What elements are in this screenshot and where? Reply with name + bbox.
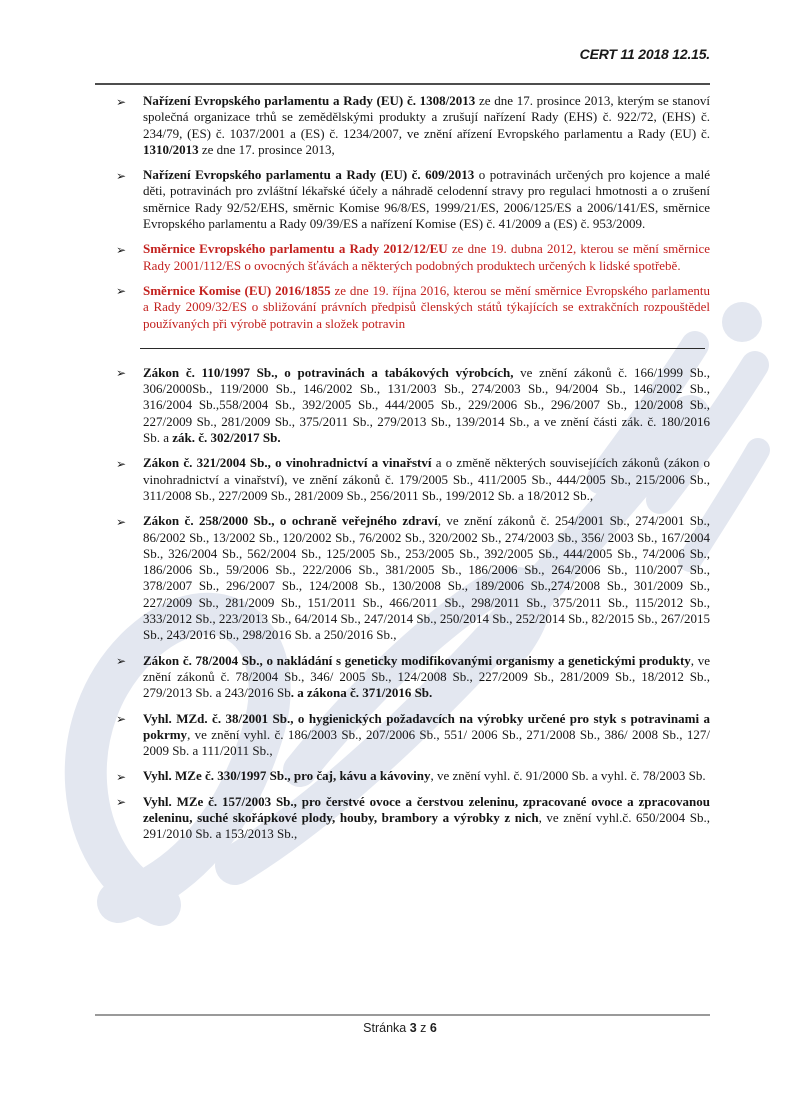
reference-text: ze dne 19. října 2016, kterou se mění směrnice Evropského parlamentu a Rady 2009/32/ES o sbližování právních předpisů členských států týkajících se extrakčních rozpouštědel používaných při výrobě potravin a složek potravin <box>143 282 710 331</box>
footer-prefix: Stránka <box>363 1021 410 1035</box>
list-item <box>116 652 710 702</box>
bullet-arrow-icon: ➢ <box>116 94 127 109</box>
list-item <box>116 793 710 843</box>
reference-text: ze dne 17. prosince 2013, kterým se stanoví společná organizace trhů se zemědělskými produkty a zrušují nařízení Rady (EHS) č. 922/72, (EHS) č. 234/79, (ES) č. 1037/2001 a (ES) č. 1234/2007, ve znění ařízení Evropského parlamentu a Rady (EU) č. <box>143 93 710 141</box>
legal-references-list <box>95 93 710 852</box>
reference-title: Nařízení Evropského parlamentu a Rady (EU) č. 609/2013 <box>143 167 475 183</box>
reference-title: Zákon č. 78/2004 Sb., o nakládání s geneticky modifikovanými organismy a genetickými produkty <box>143 652 691 668</box>
list-item <box>116 768 710 784</box>
reference-text: , ve znění vyhl. č. 91/2000 Sb. a vyhl. č. 78/2003 Sb. <box>430 768 706 784</box>
bullet-arrow-icon: ➢ <box>116 712 127 726</box>
footer-rule <box>95 1014 710 1016</box>
reference-text: ze dne 19. dubna 2012, kterou se mění směrnice Rady 2001/112/ES o ovocných šťávách a některých podobných produktech určených k lidské spotřebě. <box>143 241 710 273</box>
list-item <box>116 513 711 643</box>
bullet-arrow-icon: ➢ <box>116 514 127 529</box>
footer-separator: z <box>416 1021 430 1035</box>
bullet-arrow-icon: ➢ <box>116 366 127 381</box>
reference-title: zák. č. 302/2017 Sb. <box>172 430 281 446</box>
reference-text: , ve znění zákonů č. 254/2001 Sb., 274/2001 Sb., 86/2002 Sb., 13/2002 Sb., 120/2002 Sb., 76/2002 Sb., 320/2002 Sb., 274/2003 Sb., 356/ 2003 Sb., 167/2004 Sb., 326/2004 Sb., 562/2004 Sb., 125/2005 Sb., 253/2005 Sb., 392/2005 Sb., 444/2005 Sb., 74/2006 Sb., 186/2006 Sb., 59/2006 Sb., 222/2006 Sb., 381/2005 Sb., 186/2006 Sb., 264/2006 Sb., 110/2007 Sb., 378/2007 Sb., 296/2007 Sb., 124/2008 Sb., 130/2008 Sb., 189/2006 Sb.,274/2008 Sb., 301/2009 Sb., 227/2009 Sb., 281/2009 Sb., 151/2011 Sb., 466/2011 Sb., 298/2011 Sb., 375/2011 Sb., 115/2012 Sb., 333/2012 Sb., 223/2013 Sb., 64/2014 Sb., 247/2014 Sb., 250/2014 Sb., 252/2014 Sb., 82/2015 Sb., 267/2015 Sb., 243/2016 Sb., 298/2016 Sb. a 250/2016 Sb., <box>143 513 711 643</box>
reference-title: . a zákona č. 371/2016 Sb. <box>290 685 433 701</box>
reference-text: o potravinách určených pro kojence a malé děti, potravinách pro zvláštní lékařské účely a náhradě celodenní stravy pro regulaci hmotnosti a o zrušení směrnice Rady 92/52/EHS, směrnic Komise 96/8/ES, 1999/21/ES, 2006/125/ES a 2006/141/ES, směrnice Evropského parlamentu a Rady 09/39/ES a nařízení Komise (ES) č. 41/2009 a (ES) č. 953/2009. <box>143 167 710 232</box>
header-rule <box>95 83 710 85</box>
section-divider <box>140 348 705 349</box>
page-number-footer <box>0 1021 800 1035</box>
bullet-arrow-icon: ➢ <box>116 769 127 784</box>
document-code-header: CERT 11 2018 12.15. <box>579 46 710 62</box>
reference-text: ze dne 17. prosince 2013, <box>198 141 335 157</box>
reference-text: ve znění zákonů č. 166/1999 Sb., 306/2000Sb., 119/2000 Sb., 146/2002 Sb., 131/2003 Sb., 274/2003 Sb., 94/2004 Sb., 146/2002 Sb., 316/2004 Sb.,558/2004 Sb., 392/2005 Sb., 444/2005 Sb., 229/2006 Sb., 296/2007 Sb., 120/2008 Sb., 227/2009 Sb., 281/2009 Sb., 375/2011 Sb., 279/2013 Sb., 139/2014 Sb., a ve znění části zák. č. 180/2016 Sb. a <box>143 364 710 446</box>
list-item <box>116 167 710 232</box>
list-item <box>116 455 710 504</box>
reference-text: , ve znění vyhl.č. 650/2004 Sb., 291/2010 Sb. a 153/2013 Sb., <box>143 809 710 842</box>
bullet-arrow-icon: ➢ <box>116 795 127 810</box>
reference-title: Zákon č. 321/2004 Sb., o vinohradnictví a vinařství <box>143 455 432 471</box>
list-item <box>116 282 710 332</box>
bullet-arrow-icon: ➢ <box>116 168 127 183</box>
total-page-number: 6 <box>429 1021 437 1035</box>
current-page-number: 3 <box>409 1021 417 1035</box>
reference-text: , ve znění zákonů č. 78/2004 Sb., 346/ 2005 Sb., 124/2008 Sb., 227/2009 Sb., 281/2009 Sb., 18/2012 Sb., 279/2013 Sb. a 243/2016 Sb <box>143 652 710 701</box>
bullet-arrow-icon: ➢ <box>116 242 127 257</box>
bullet-arrow-icon: ➢ <box>116 456 127 471</box>
list-item <box>116 364 710 446</box>
reference-title: Vyhl. MZe č. 157/2003 Sb., pro čerstvé ovoce a čerstvou zeleninu, zpracované ovoce a zpracovanou zeleninu, suché skořápkové plody, houby, brambory a výrobky z nich <box>143 793 710 825</box>
reference-title: Nařízení Evropského parlamentu a Rady (EU) č. 1308/2013 <box>143 93 476 108</box>
reference-text: , ve znění vyhl. č. 186/2003 Sb., 207/2006 Sb., 551/ 2006 Sb., 271/2008 Sb., 386/ 2008 Sb., 127/ 2009 Sb. a 111/2011 Sb., <box>143 726 710 759</box>
reference-title: Zákon č. 258/2000 Sb., o ochraně veřejného zdraví <box>143 513 438 529</box>
reference-title: Zákon č. 110/1997 Sb., o potravinách a tabákových výrobcích, <box>143 364 514 380</box>
reference-title: 1310/2013 <box>143 141 199 157</box>
reference-title: Směrnice Komise (EU) 2016/1855 <box>143 282 331 298</box>
reference-title: Směrnice Evropského parlamentu a Rady 2012/12/EU <box>143 241 448 257</box>
reference-title: Vyhl. MZe č. 330/1997 Sb., pro čaj, kávu a kávoviny <box>143 768 431 784</box>
list-item <box>116 710 710 760</box>
reference-text: a o změně některých souvisejících zákonů (zákon o vinohradnictví a vinařství), ve znění zákonů č. 179/2005 Sb., 411/2005 Sb., 444/2005 Sb., 215/2006 Sb., 311/2008 Sb., 227/2009 Sb., 281/2009 Sb., 256/2011 Sb., 199/2012 Sb. a 18/2012 Sb., <box>143 455 710 503</box>
list-item <box>116 93 710 158</box>
reference-title: Vyhl. MZd. č. 38/2001 Sb., o hygienických požadavcích na výrobky určené pro styk s potravinami a pokrmy <box>143 710 710 742</box>
list-item <box>116 241 710 274</box>
bullet-arrow-icon: ➢ <box>116 284 127 299</box>
bullet-arrow-icon: ➢ <box>116 654 127 669</box>
